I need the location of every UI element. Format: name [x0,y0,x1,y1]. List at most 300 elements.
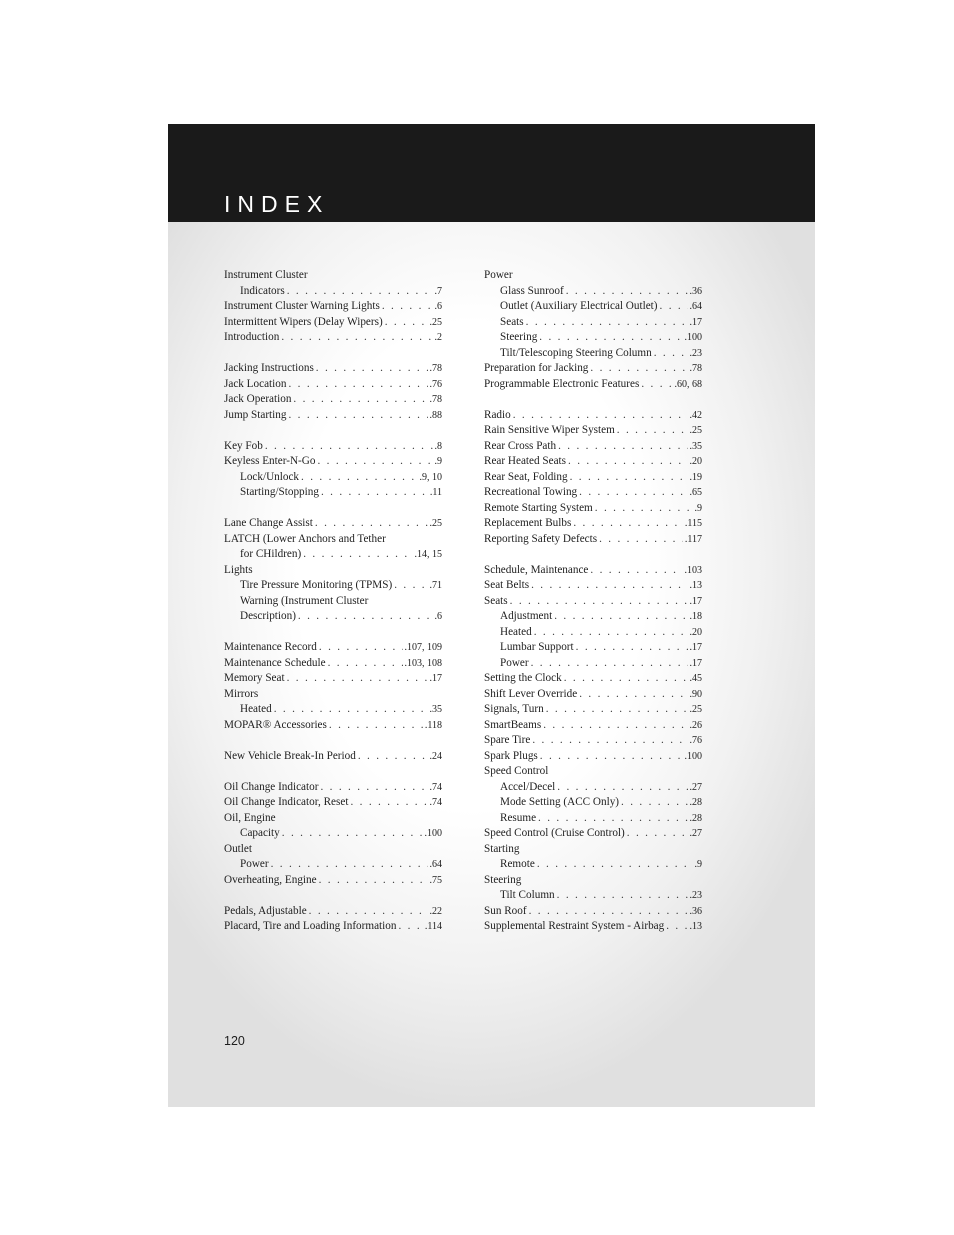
index-gap [484,547,702,563]
dot-leader [329,718,423,734]
entry-page: .24 [429,750,442,762]
entry-text: Maintenance Schedule [224,656,326,669]
index-subentry [484,315,702,331]
entry-page: .20 [689,456,702,467]
entry-text: Warning (Instrument Cluster [240,594,369,607]
index-entry [484,578,702,594]
index-gap [224,501,442,517]
entry-text: Memory Seat [224,672,285,684]
entry-page: .25 [429,316,442,328]
entry-page: .23 [689,890,702,901]
index-subentry [484,299,702,315]
index-entry [224,640,442,656]
entry-page: .13 [689,921,702,932]
index-entry [484,764,702,780]
entry-page: .14, 15 [414,549,442,560]
entry-text: Pedals, Adjustable [224,904,307,917]
entry-text: Preparation for Jacking [484,362,589,374]
dot-leader [627,826,688,842]
dot-leader [532,733,687,749]
dot-leader [564,671,688,687]
entry-page: .100 [684,750,702,762]
index-entry [224,563,442,579]
index-entry [224,919,442,935]
index-entry [224,330,442,346]
entry-text: Oil, Engine [224,811,276,824]
entry-text: Intermittent Wipers (Delay Wipers) [224,315,383,328]
dot-leader [568,454,687,470]
entry-text: Mode Setting (ACC Only) [500,796,620,808]
index-subentry [484,640,702,656]
page [168,124,815,1107]
entry-page: .26 [689,719,702,731]
dot-leader [303,547,412,563]
entry-text: Setting the Clock [484,672,562,684]
dot-leader [595,501,693,517]
entry-text: Oil Change Indicator [224,780,319,793]
index-gap [484,392,702,408]
index-entry [224,315,442,331]
dot-leader [319,640,403,656]
entry-text: Lock/Unlock [240,470,300,483]
entry-page: .100 [424,828,442,839]
entry-text: Outlet [224,842,252,855]
index-entry [224,780,442,796]
entry-text: Tire Pressure Monitoring (TPMS) [240,579,393,591]
index-column-right [484,268,702,935]
index-entry [484,485,702,501]
entry-text: Glass Sunroof [500,284,564,297]
entry-text: Lane Change Assist [224,517,313,529]
entry-text: Shift Lever Override [484,687,578,700]
entry-page: .17 [689,316,702,328]
entry-page: .88 [429,409,442,421]
index-subentry [484,330,702,346]
entry-text: Replacement Bulbs [484,517,572,529]
entry-text: Jack Location [224,377,287,390]
dot-leader [317,454,432,470]
entry-text: Instrument Cluster Warning Lights [224,300,380,312]
entry-text: Speed Control [484,765,549,777]
entry-text: Seats [484,594,508,607]
index-subentry [224,547,442,563]
index-entry [224,687,442,703]
entry-page: .20 [689,626,702,638]
entry-text: Schedule, Maintenance [484,563,589,576]
entry-text: Remote Starting System [484,501,593,514]
dot-leader [293,392,427,408]
dot-leader [570,470,688,486]
entry-text: Keyless Enter-N-Go [224,455,316,467]
entry-page: .13 [689,580,702,591]
dot-leader [398,919,422,935]
entry-page: .114 [424,921,442,932]
dot-leader [309,904,428,920]
entry-page: .27 [689,781,702,793]
dot-leader [590,563,682,579]
index-entry [224,671,442,687]
index-subentry [224,578,442,594]
entry-text: Lights [224,563,253,576]
dot-leader [579,687,687,703]
entry-page: .60, 68 [674,378,702,390]
entry-text: Adjustment [500,610,553,622]
entry-page: .35 [429,704,442,715]
entry-page: .65 [689,487,702,498]
entry-page: .17 [689,657,702,669]
entry-text: Jump Starting [224,408,287,421]
index-entry [224,656,442,672]
entry-text: Speed Control (Cruise Control) [484,827,625,839]
index-subentry [224,826,442,842]
index-subentry [484,609,702,625]
index-subentry [224,857,442,873]
index-entry [224,454,442,470]
index-subentry [484,284,702,300]
dot-leader [526,315,688,331]
index-entry [224,904,442,920]
entry-page: .36 [689,285,702,297]
index-subentry [484,346,702,362]
index-subentry [224,594,442,610]
index-entry [484,904,702,920]
entry-text: Introduction [224,331,280,343]
entry-page: .11 [429,487,442,498]
index-subentry [224,284,442,300]
index-subentry [484,795,702,811]
entry-text: Supplemental Restraint System - Airbag [484,920,665,932]
dot-leader [534,625,688,641]
entry-text: Mirrors [224,687,259,700]
entry-page: .35 [689,440,702,452]
dot-leader [316,361,428,377]
entry-page: .78 [429,394,442,405]
entry-page: .17 [689,642,702,653]
index-subentry [484,811,702,827]
dot-leader [287,284,433,300]
dot-leader [576,640,688,656]
index-subentry [484,888,702,904]
entry-page: .25 [689,425,702,436]
entry-page: .78 [429,363,442,374]
index-entry [484,532,702,548]
index-gap [224,764,442,780]
entry-text: Jacking Instructions [224,362,314,374]
entry-page: .6 [434,611,442,622]
entry-text: Steering [484,873,522,886]
entry-text: Programmable Electronic Features [484,377,640,390]
entry-text: Spark Plugs [484,749,538,762]
dot-leader [558,439,687,455]
entry-text: Lumbar Support [500,641,574,653]
dot-leader [654,346,688,362]
entry-page: .9 [434,456,442,467]
dot-leader [554,609,687,625]
entry-text: Power [484,269,513,281]
entry-page: .19 [689,471,702,483]
index-subentry [484,857,702,873]
dot-leader [319,873,428,889]
entry-page: .7 [434,285,442,297]
dot-leader [265,439,433,455]
entry-page: .2 [434,332,442,343]
entry-page: .23 [689,347,702,359]
entry-text: Remote [500,858,535,870]
dot-leader [666,919,687,935]
entry-text: Seat Belts [484,579,530,591]
entry-page: .25 [429,518,442,529]
index-entry [224,377,442,393]
entry-text: Instrument Cluster [224,269,308,281]
dot-leader [621,795,687,811]
index-entry [224,299,442,315]
entry-text: LATCH (Lower Anchors and Tether [224,532,386,545]
dot-leader [328,656,403,672]
entry-text: Placard, Tire and Loading Information [224,920,397,932]
index-entry [224,532,442,548]
entry-text: Tilt/Telescoping Steering Column [500,346,652,359]
dot-leader [288,408,427,424]
entry-page: .115 [684,518,702,529]
dot-leader [282,826,423,842]
dot-leader [271,857,428,873]
entry-text: for CHildren) [240,548,302,560]
dot-leader [321,485,428,501]
entry-text: Signals, Turn [484,703,544,715]
entry-text: Recreational Towing [484,486,578,498]
index-entry [484,408,702,424]
index-entry [484,687,702,703]
dot-leader [350,795,427,811]
entry-page: .17 [429,673,442,684]
entry-text: Tilt Column [500,889,555,901]
index-entry [484,671,702,687]
dot-leader [538,811,687,827]
dot-leader [394,578,427,594]
index-subentry [224,485,442,501]
entry-page: .6 [434,301,442,312]
entry-page: .118 [424,719,442,731]
entry-page: .64 [689,301,702,312]
entry-text: SmartBeams [484,718,542,731]
dot-leader [358,749,428,765]
entry-text: Power [500,656,529,669]
index-entry [484,423,702,439]
dot-leader [557,888,688,904]
entry-text: Maintenance Record [224,641,317,653]
dot-leader [274,702,428,718]
index-entry [484,377,702,393]
index-gap [224,346,442,362]
dot-leader [287,671,428,687]
entry-page: .18 [689,611,702,622]
index-entry [484,702,702,718]
index-entry [224,873,442,889]
index-column-left [224,268,442,935]
dot-leader [320,780,427,796]
index-entry [484,733,702,749]
index-subentry [224,702,442,718]
entry-page: .76 [689,735,702,746]
entry-page: .64 [429,859,442,870]
index-entry [224,392,442,408]
dot-leader [298,609,433,625]
index-gap [224,625,442,641]
entry-page: .28 [689,797,702,808]
index-entry [224,811,442,827]
entry-text: MOPAR® Accessories [224,718,327,731]
dot-leader [543,718,687,734]
index-entry [484,873,702,889]
dot-leader [566,284,688,300]
entry-page: .9 [694,502,702,514]
entry-text: Rear Heated Seats [484,455,567,467]
index-entry [484,749,702,765]
entry-text: Spare Tire [484,734,531,746]
dot-leader [573,516,683,532]
entry-text: Indicators [240,284,285,297]
entry-page: .8 [434,440,442,452]
dot-leader [557,780,687,796]
entry-text: Starting/Stopping [240,486,319,498]
entry-page: .103, 108 [404,657,442,669]
entry-page: .28 [689,812,702,824]
entry-text: Steering [500,331,538,343]
page-number: 120 [224,1034,245,1048]
index-entry [484,919,702,935]
index-entry [484,842,702,858]
index-entry [224,749,442,765]
entry-page: .90 [689,688,702,700]
entry-page: .42 [689,409,702,421]
entry-text: Rain Sensitive Wiper System [484,424,615,436]
dot-leader [537,857,693,873]
index-entry [484,439,702,455]
entry-page: .9, 10 [419,471,442,483]
entry-page: .76 [429,378,442,390]
index-entry [224,842,442,858]
entry-text: Reporting Safety Defects [484,532,598,545]
index-subentry [484,625,702,641]
index-subentry [484,656,702,672]
index-gap [224,423,442,439]
entry-text: Rear Seat, Folding [484,470,568,483]
index-gap [224,888,442,904]
entry-page: .71 [429,580,442,591]
entry-text: Radio [484,408,511,421]
entry-text: Key Fob [224,439,263,452]
entry-page: .74 [429,781,442,793]
entry-page: .74 [429,797,442,808]
dot-leader [579,485,687,501]
index-entry [484,470,702,486]
dot-leader [281,330,432,346]
entry-page: .100 [684,332,702,343]
entry-page: .25 [689,704,702,715]
index-entry [484,454,702,470]
dot-leader [301,470,417,486]
entry-text: Seats [500,315,524,328]
entry-text: Sun Roof [484,904,527,917]
entry-page: .117 [684,533,702,545]
entry-text: Power [240,858,269,870]
entry-text: Resume [500,811,537,824]
index-entry [484,563,702,579]
entry-page: .103 [684,564,702,576]
index-entry [224,516,442,532]
entry-page: .9 [694,859,702,870]
index-entry [224,439,442,455]
page-title: INDEX [224,191,330,217]
dot-leader [539,330,682,346]
dot-leader [531,578,687,594]
index-entry [224,795,442,811]
entry-page: .27 [689,828,702,839]
index-subentry [484,780,702,796]
dot-leader [531,656,688,672]
index-entry [224,361,442,377]
index-entry [224,268,442,284]
dot-leader [546,702,688,718]
entry-page: .78 [689,363,702,374]
dot-leader [510,594,688,610]
entry-text: Rear Cross Path [484,439,557,452]
entry-text: Capacity [240,827,280,839]
entry-page: .107, 109 [404,642,442,653]
index-entry [484,718,702,734]
dot-leader [529,904,688,920]
dot-leader [315,516,428,532]
dot-leader [590,361,687,377]
entry-page: .36 [689,905,702,917]
entry-page: .45 [689,673,702,684]
entry-text: Heated [240,703,272,715]
entry-text: Overheating, Engine [224,873,317,886]
index-subentry [224,609,442,625]
dot-leader [599,532,683,548]
dot-leader [617,423,688,439]
index-entry [484,516,702,532]
dot-leader [660,299,688,315]
index-entry [484,501,702,517]
header-bar [168,124,815,222]
dot-leader [385,315,428,331]
index-entry [484,361,702,377]
dot-leader [540,749,683,765]
index-entry [224,408,442,424]
index-gap [224,733,442,749]
entry-text: Description) [240,610,296,622]
dot-leader [641,377,672,393]
entry-page: .75 [429,874,442,886]
entry-page: .22 [429,905,442,917]
index-entry [484,594,702,610]
entry-text: Heated [500,625,532,638]
entry-page: .17 [689,595,702,607]
dot-leader [513,408,688,424]
dot-leader [382,299,433,315]
entry-text: New Vehicle Break-In Period [224,749,356,762]
entry-text: Oil Change Indicator, Reset [224,796,349,808]
index-entry [224,718,442,734]
index-entry [484,826,702,842]
entry-text: Starting [484,842,520,855]
index-entry [484,268,702,284]
entry-text: Outlet (Auxiliary Electrical Outlet) [500,300,658,312]
index-subentry [224,470,442,486]
dot-leader [288,377,427,393]
entry-text: Jack Operation [224,393,292,405]
